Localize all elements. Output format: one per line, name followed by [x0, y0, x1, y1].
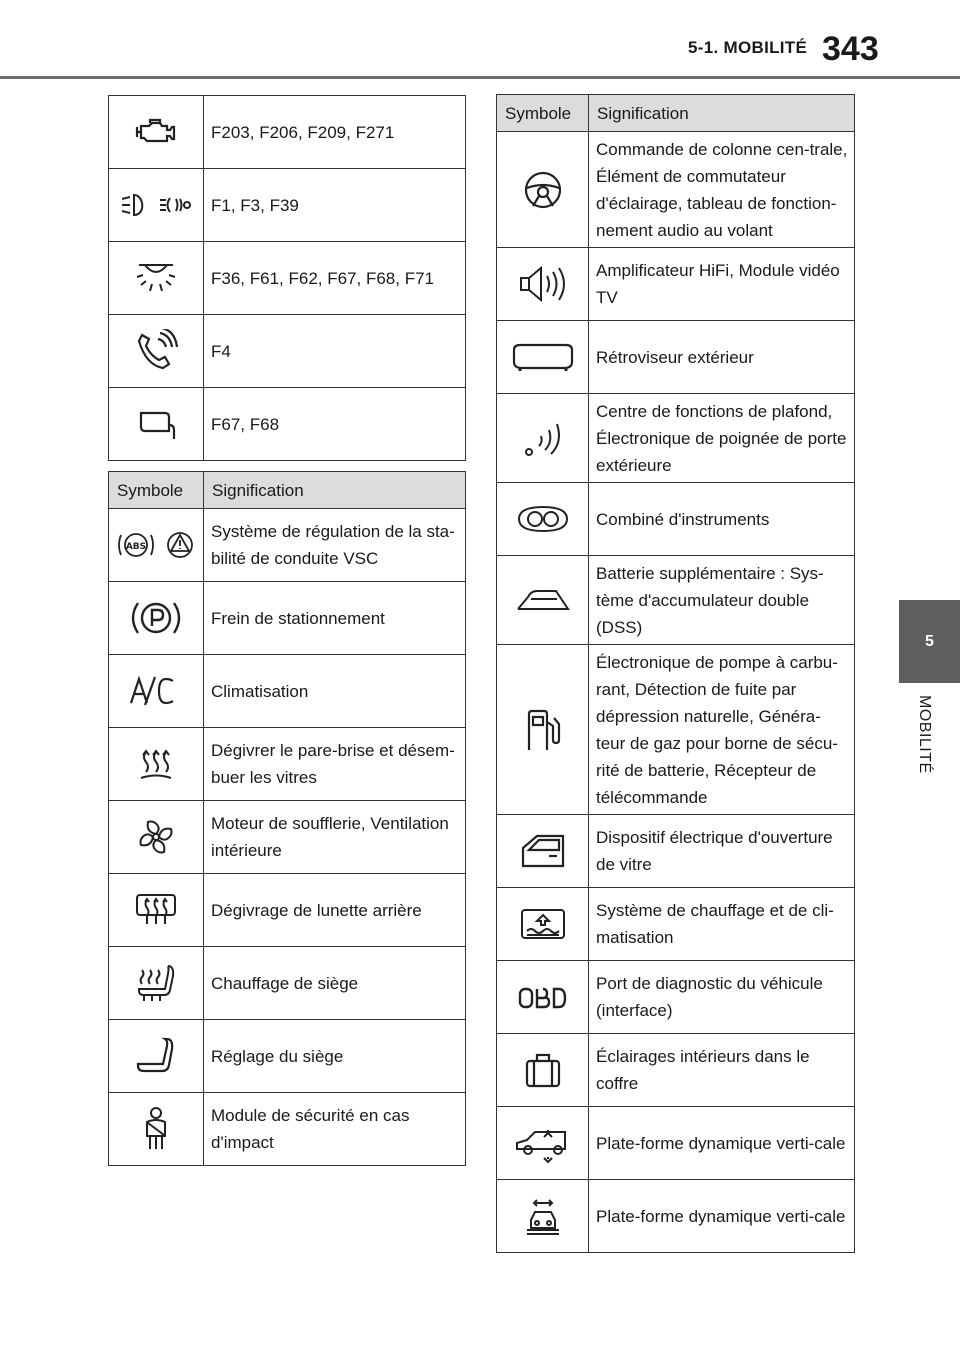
symbol-meaning: Réglage du siège: [204, 1020, 466, 1093]
seat-heater-icon: [132, 962, 180, 1004]
symbol-meaning: Climatisation: [204, 655, 466, 728]
symbol-meaning: Chauffage de siège: [204, 947, 466, 1020]
table-row: [109, 509, 466, 582]
table-row: [497, 888, 855, 961]
phone-icon: [134, 329, 178, 373]
seatbelt-airbag-icon: [141, 1106, 171, 1152]
symbol-meaning: Commande de colonne cen-trale, Élément de commutateur d'éclairage, tableau de fonction-nement audio au volant: [589, 132, 855, 248]
car-body-icon: [515, 585, 571, 615]
table-row: [109, 388, 466, 461]
symbol-meaning: Rétroviseur extérieur: [589, 321, 855, 394]
table-row: [497, 645, 855, 815]
interior-light-icon: [133, 261, 179, 295]
section-title: 5-1. MOBILITÉ: [688, 38, 808, 57]
table-row: [497, 321, 855, 394]
speaker-icon: [517, 264, 569, 304]
vehicle-height-icon: [514, 1123, 572, 1163]
table-row: [109, 582, 466, 655]
table-row: [497, 132, 855, 248]
fan-icon: [136, 817, 176, 857]
table-header-row: [109, 472, 466, 509]
engine-icon: [133, 117, 179, 147]
seat-adjust-icon: [134, 1036, 178, 1076]
door-window-icon: [519, 832, 567, 870]
headlight-icon: [120, 191, 192, 219]
table-row: [109, 655, 466, 728]
symbol-meaning: Dégivrer le pare-brise et désem-buer les vitres: [204, 728, 466, 801]
obd-icon: [518, 985, 568, 1011]
symbol-meaning: Plate-forme dynamique verti-cale: [589, 1107, 855, 1180]
table-row: [497, 556, 855, 645]
symbol-meaning: Éclairages intérieurs dans le coffre: [589, 1034, 855, 1107]
table-row: [497, 961, 855, 1034]
header-symbol: Symbole: [497, 95, 589, 132]
table-row: [109, 801, 466, 874]
table-row: [109, 96, 466, 169]
symbol-meaning: Moteur de soufflerie, Ventilation intérieure: [204, 801, 466, 874]
fuel-pump-icon: [523, 708, 563, 752]
table-row: [497, 1107, 855, 1180]
table-row: [497, 1180, 855, 1253]
ac-icon: [129, 675, 183, 707]
table-row: [109, 242, 466, 315]
symbol-meaning: F67, F68: [204, 388, 466, 461]
chapter-tab: 5: [899, 600, 960, 683]
vsc-abs-icon: [116, 525, 196, 565]
display-icon: [136, 407, 176, 441]
table-row: [109, 1093, 466, 1166]
symbol-meaning: Combiné d'instruments: [589, 483, 855, 556]
symbol-meaning: Amplificateur HiFi, Module vidéo TV: [589, 248, 855, 321]
symbol-meaning: F36, F61, F62, F67, F68, F71: [204, 242, 466, 315]
table-row: [109, 1020, 466, 1093]
table-row: [497, 483, 855, 556]
symbol-meaning: Port de diagnostic du véhicule (interface): [589, 961, 855, 1034]
trunk-light-icon: [523, 1051, 563, 1089]
symbol-meaning: Dégivrage de lunette arrière: [204, 874, 466, 947]
symbol-meaning: Système de chauffage et de cli-matisation: [589, 888, 855, 961]
symbol-meaning: Centre de fonctions de plafond, Électronique de poignée de porte extérieure: [589, 394, 855, 483]
instrument-cluster-icon: [516, 504, 570, 534]
svg-text:ABS: ABS: [125, 542, 147, 552]
symbol-meaning: F203, F206, F209, F271: [204, 96, 466, 169]
climate-icon: [519, 907, 567, 941]
symbol-meaning: Système de régulation de la sta-bilité de conduite VSC: [204, 509, 466, 582]
table-header-row: [497, 95, 855, 132]
symbol-meaning: F1, F3, F39: [204, 169, 466, 242]
table-row: [497, 394, 855, 483]
symbol-meaning: Plate-forme dynamique verti-cale: [589, 1180, 855, 1253]
table-row: [497, 248, 855, 321]
table-row: [109, 874, 466, 947]
table-row: [109, 315, 466, 388]
fuse-symbol-table-left: [108, 471, 466, 1166]
header-meaning: Signification: [589, 95, 855, 132]
table-row: [109, 728, 466, 801]
header-rule: [0, 76, 960, 79]
table-row: [497, 1034, 855, 1107]
fuse-symbol-table-right: [496, 94, 855, 1253]
table-row: [109, 169, 466, 242]
table-row: [497, 815, 855, 888]
page-number: 343: [822, 30, 879, 68]
symbol-meaning: Électronique de pompe à carbu-rant, Détection de fuite par dépression naturelle, Généra-teur de gaz pour borne de sécu-rité de batterie, Récepteur de télécommande: [589, 645, 855, 815]
steering-wheel-icon: [523, 170, 563, 210]
symbol-meaning: Module de sécurité en cas d'impact: [204, 1093, 466, 1166]
table-row: [109, 947, 466, 1020]
wireless-icon: [521, 416, 565, 460]
symbol-meaning: F4: [204, 315, 466, 388]
parking-brake-icon: [126, 595, 186, 641]
chapter-label: MOBILITÉ: [916, 695, 933, 774]
mirror-icon: [510, 340, 576, 374]
symbol-meaning: Dispositif électrique d'ouverture de vitre: [589, 815, 855, 888]
fuse-symbol-table-top: [108, 95, 466, 461]
symbol-meaning: Batterie supplémentaire : Sys-tème d'accumulateur double (DSS): [589, 556, 855, 645]
header-meaning: Signification: [204, 472, 466, 509]
rear-defrost-icon: [134, 892, 178, 928]
symbol-meaning: Frein de stationnement: [204, 582, 466, 655]
header-symbol: Symbole: [109, 472, 204, 509]
windshield-defrost-icon: [138, 744, 174, 784]
vehicle-lift-icon: [523, 1194, 563, 1238]
